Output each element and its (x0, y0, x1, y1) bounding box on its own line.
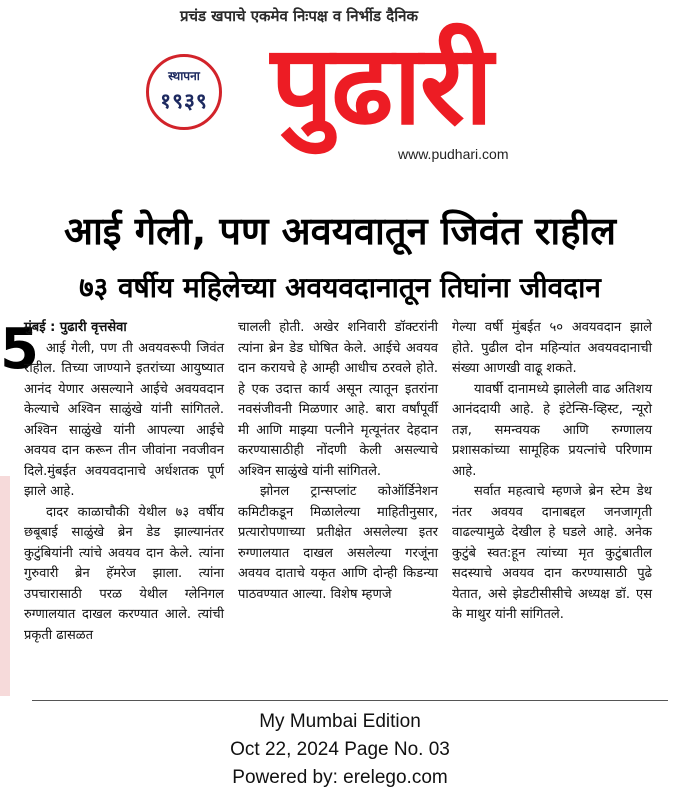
adjacent-clipping-strip (0, 476, 10, 696)
powered-by: Powered by: erelego.com (232, 767, 448, 788)
column-1-paragraph: आई गेली, पण ती अवयवरूपी जिवंत राहील. तिच्या जाण्याने इतरांच्या आयुष्यात आनंद येणार असल्याने आईचे अवयवदान केल्याचे अश्विन साळुंखे यांनी सांगितले. अश्विन साळुंखे यांनी आपल्या आईचे अवयव दान करून तीन जीवांना नवजीवन दिले.मुंबईत अवयवदानाचे अर्धशतक पूर्ण झाले आहे. (24, 340, 224, 499)
article-column-1 (24, 318, 224, 700)
newspaper-logo (216, 16, 546, 154)
clipping-footer (0, 708, 680, 792)
seal-year: १९३९ (160, 89, 208, 113)
article-subheadline: ७३ वर्षीय महिलेच्या अवयवदानातून तिघांना जीवदान (79, 271, 601, 304)
website-url: www.pudhari.com (398, 146, 509, 162)
article-column-3 (452, 318, 652, 700)
column-2-paragraph: चालली होती. अखेर शनिवारी डॉक्टरांनी त्यांना ब्रेन डेड घोषित केले. आईचे अवयव दान करायचे हे आम्ही आधीच ठरवले होते. हे एक उदात्त कार्य असून त्यातून इतरांना नवसंजीवनी मिळणार आहे. बारा वर्षांपूर्वी मी आणि माझ्या पत्नीने मृत्यूनंतर देहदान करण्यासाठीही नोंदणी केली असल्याचे अश्विन साळुंखे यांनी सांगितले. (238, 320, 438, 479)
seal-label: स्थापना (168, 69, 200, 83)
column-1-paragraph: दादर काळाचौकी येथील ७३ वर्षीय छबूबाई साळुंखे ब्रेन डेड झाल्यानंतर कुटुंबियांनी त्यांचे अवयव दान केले. त्यांना गुरुवारी ब्रेन हॅमरेज झाला. त्यांना उपचारासाठी परळ येथील ग्लेनिगल रुग्णालयात दाखल करण्यात आले. त्यांची प्रकृती ढासळत (24, 504, 224, 643)
article-column-2 (238, 318, 438, 700)
adjacent-clipping-digit: 5 (0, 317, 39, 382)
masthead (0, 0, 680, 180)
founding-seal (146, 54, 222, 130)
date-page-number: Oct 22, 2024 Page No. 03 (230, 739, 450, 760)
column-3-paragraph: सर्वात महत्वाचे म्हणजे ब्रेन स्टेम डेथ नंतर अवयव दानाबद्दल जनजागृती वाढल्यामुळे देखील हे घडले आहे. अनेक कुटुंबे स्वत:हून त्यांच्या मृत कुटुंबातील सदस्याचे अवयव दान करण्यासाठी पुढे येतात, असे झेडटीसीसीचे अध्यक्ष डॉ. एस के माथुर यांनी सांगितले. (452, 484, 652, 622)
article-byline: मुंबई : पुढारी वृत्तसेवा (24, 320, 127, 335)
article-headline: आई गेली, पण अवयवातून जिवंत राहील (63, 209, 617, 253)
logo-text: पुढारी (270, 21, 492, 149)
column-2-paragraph: झोनल ट्रान्सप्लांट कोऑर्डिनेशन कमिटीकडून मिळालेल्या माहितीनुसार, प्रत्यारोपणाच्या प्रतीक्षेत असलेल्या इतर रुग्णालयात दाखल असलेल्या गरजूंना अवयव दाताचे यकृत आणि दोन्ही किडन्या पाठवण्यात आल्या. विशेष म्हणजे (238, 484, 438, 602)
masthead-tagline: प्रचंड खपाचे एकमेव निःपक्ष व निर्भीड दैनिक (180, 7, 418, 25)
footer-divider (32, 700, 668, 701)
column-3-paragraph: गेल्या वर्षी मुंबईत ५० अवयवदान झाले होते. पुढील दोन महिन्यांत अवयवदानाची संख्या आणखी वाढू शकते. (452, 320, 652, 376)
edition-name: My Mumbai Edition (259, 711, 421, 732)
column-3-paragraph: यावर्षी दानामध्ये झालेली वाढ अतिशय आनंददायी आहे. हे इंटेन्सि-व्हिस्ट, न्यूरो तज्ञ, समन्वयक आणि रुग्णालय प्रशासकांच्या सामूहिक प्रयत्नांचे परिणाम आहे. (452, 381, 652, 479)
